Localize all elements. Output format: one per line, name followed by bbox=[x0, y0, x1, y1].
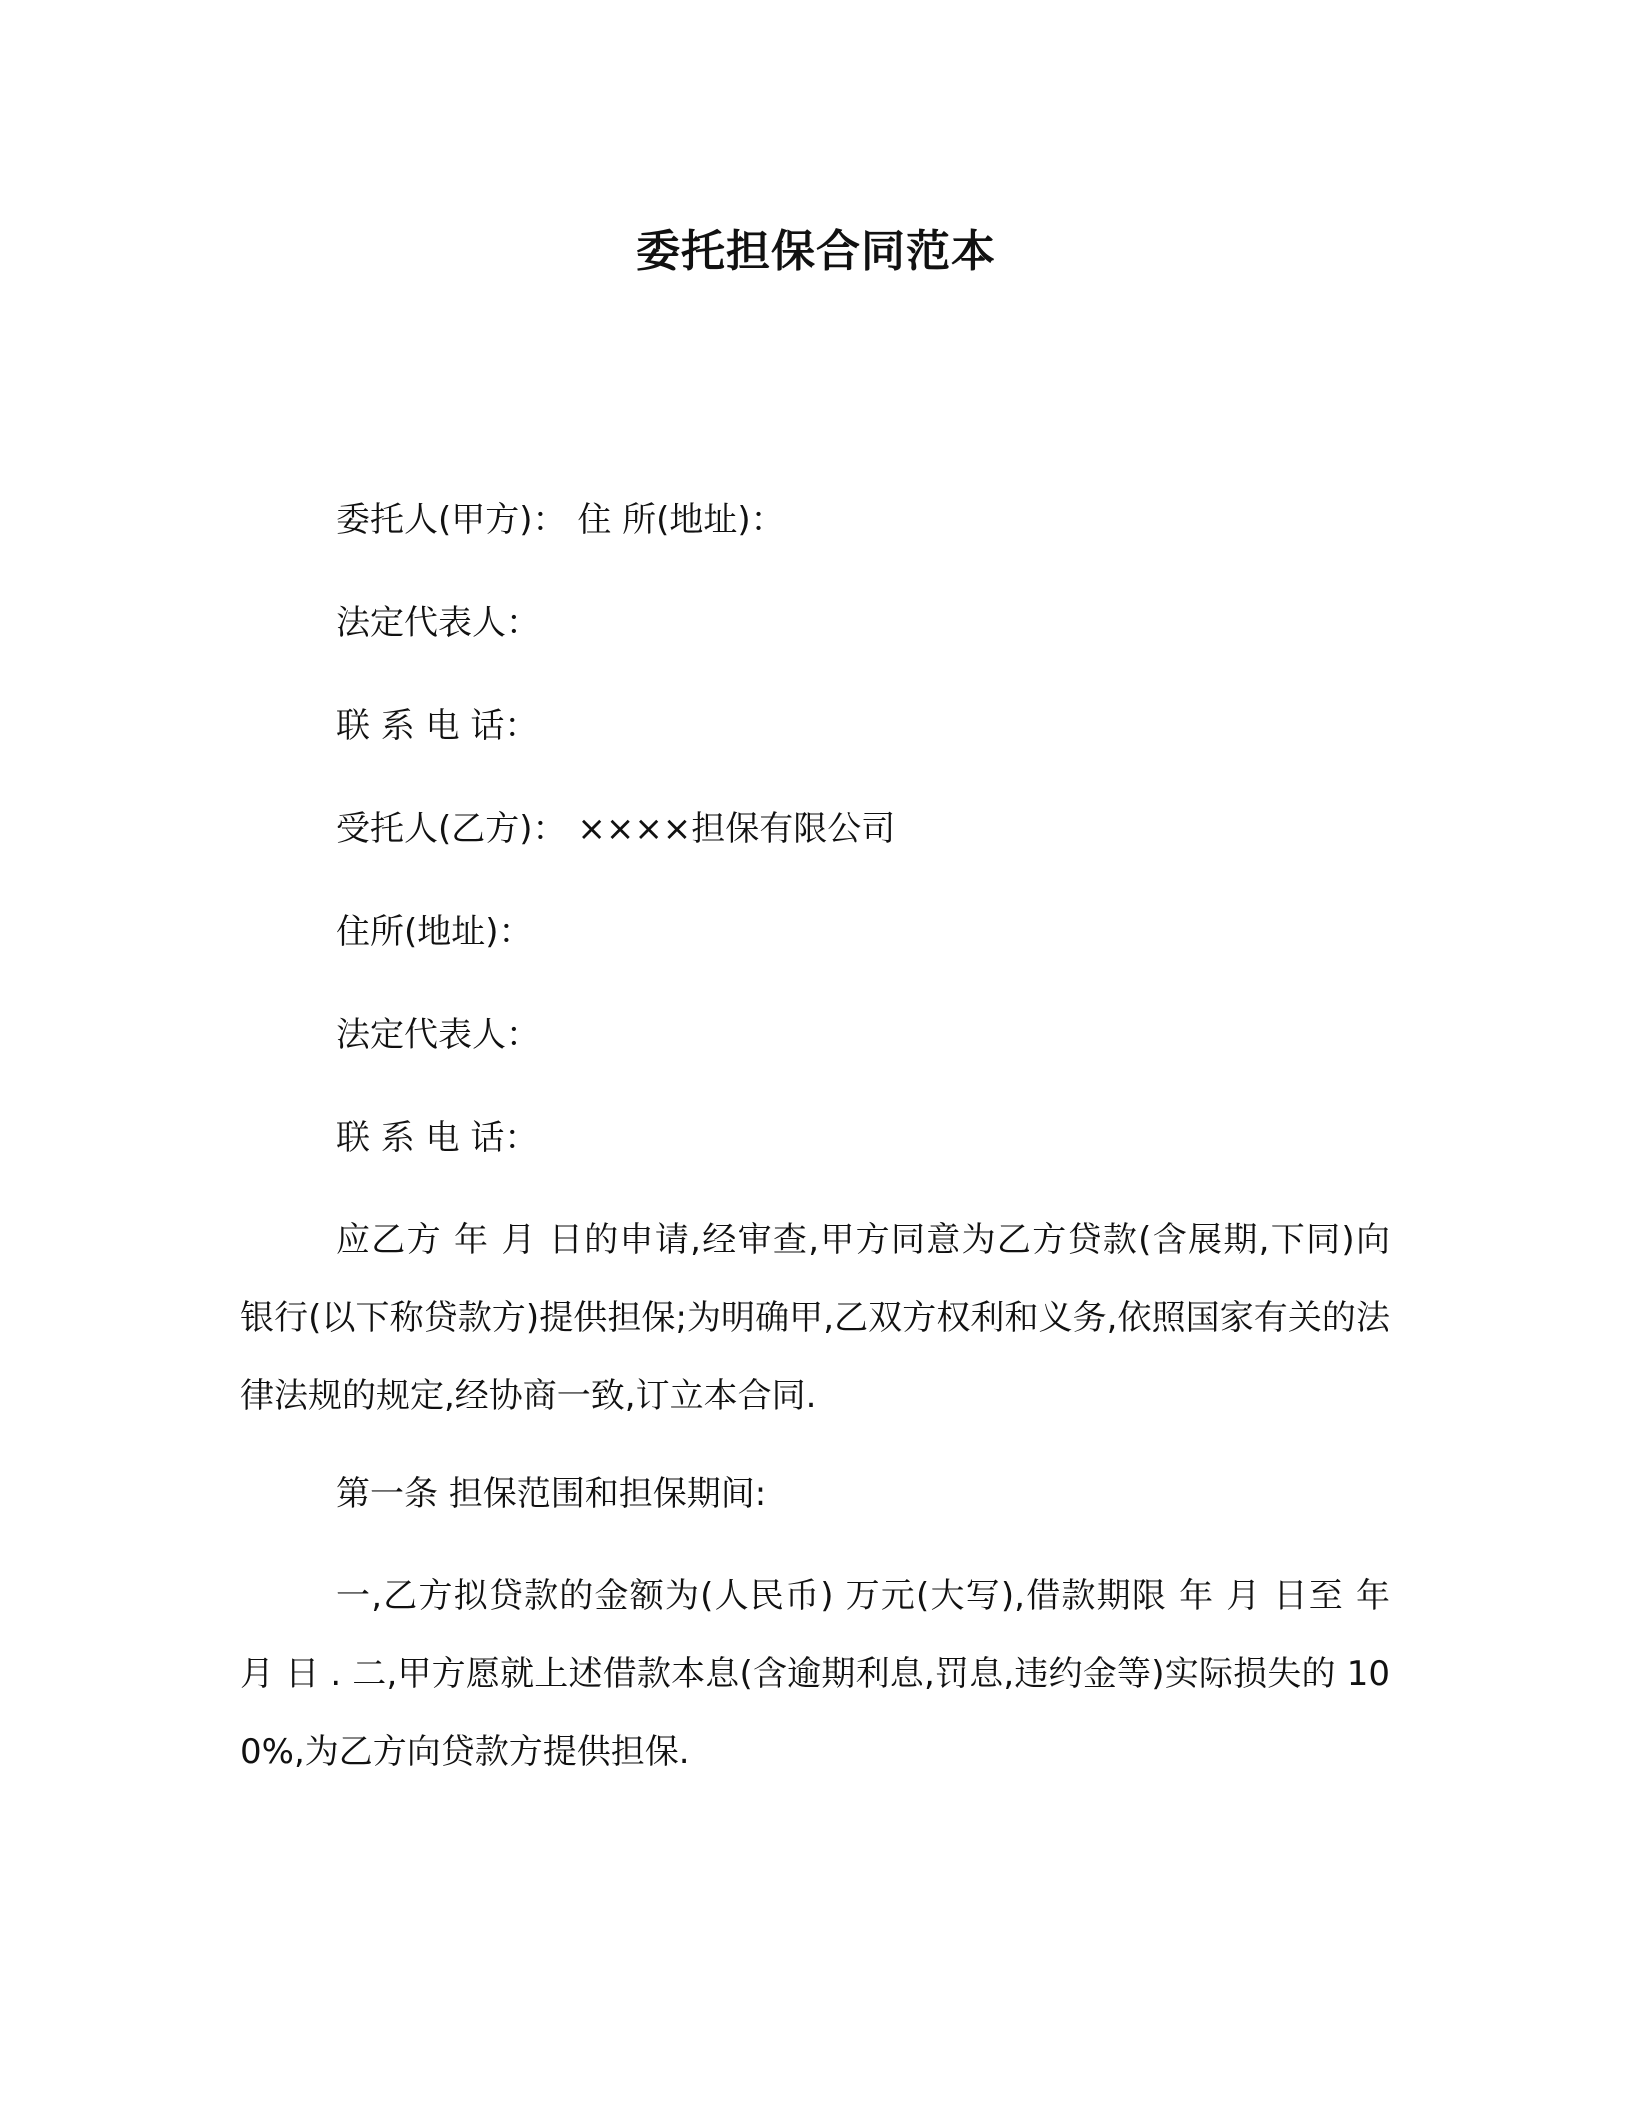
section1-body: 一,乙方拟贷款的金额为(人民币) 万元(大写),借款期限 年 月 日至 年 月 日 . 二,甲方愿就上述借款本息(含逾期利息,罚息,违约金等)实际损失的 100%,为乙方向贷款方提供担保. bbox=[240, 1576, 1390, 1772]
field-principal-address: 委托人(甲方)： 住 所(地址)： bbox=[336, 500, 785, 540]
field-trustee: 受托人(乙方)： ××××担保有限公司 bbox=[336, 809, 896, 849]
intro-paragraph: 应乙方 年 月 日的申请,经审查,甲方同意为乙方贷款(含展期,下同)向 银行(以下称贷款方)提供担保;为明确甲,乙双方权利和义务,依照国家有关的法律法规的规定,经协商一致,订立本合同. bbox=[240, 1220, 1390, 1416]
field-legal-rep-trustee: 法定代表人： bbox=[336, 1015, 540, 1055]
field-legal-rep-principal: 法定代表人： bbox=[336, 603, 540, 643]
document-title: 委托担保合同范本 bbox=[636, 226, 996, 277]
section1-heading: 第一条 担保范围和担保期间: bbox=[336, 1474, 767, 1514]
field-phone-principal: 联 系 电 话： bbox=[336, 706, 539, 746]
field-trustee-address: 住所(地址)： bbox=[336, 912, 533, 952]
field-phone-trustee: 联 系 电 话： bbox=[336, 1118, 539, 1158]
